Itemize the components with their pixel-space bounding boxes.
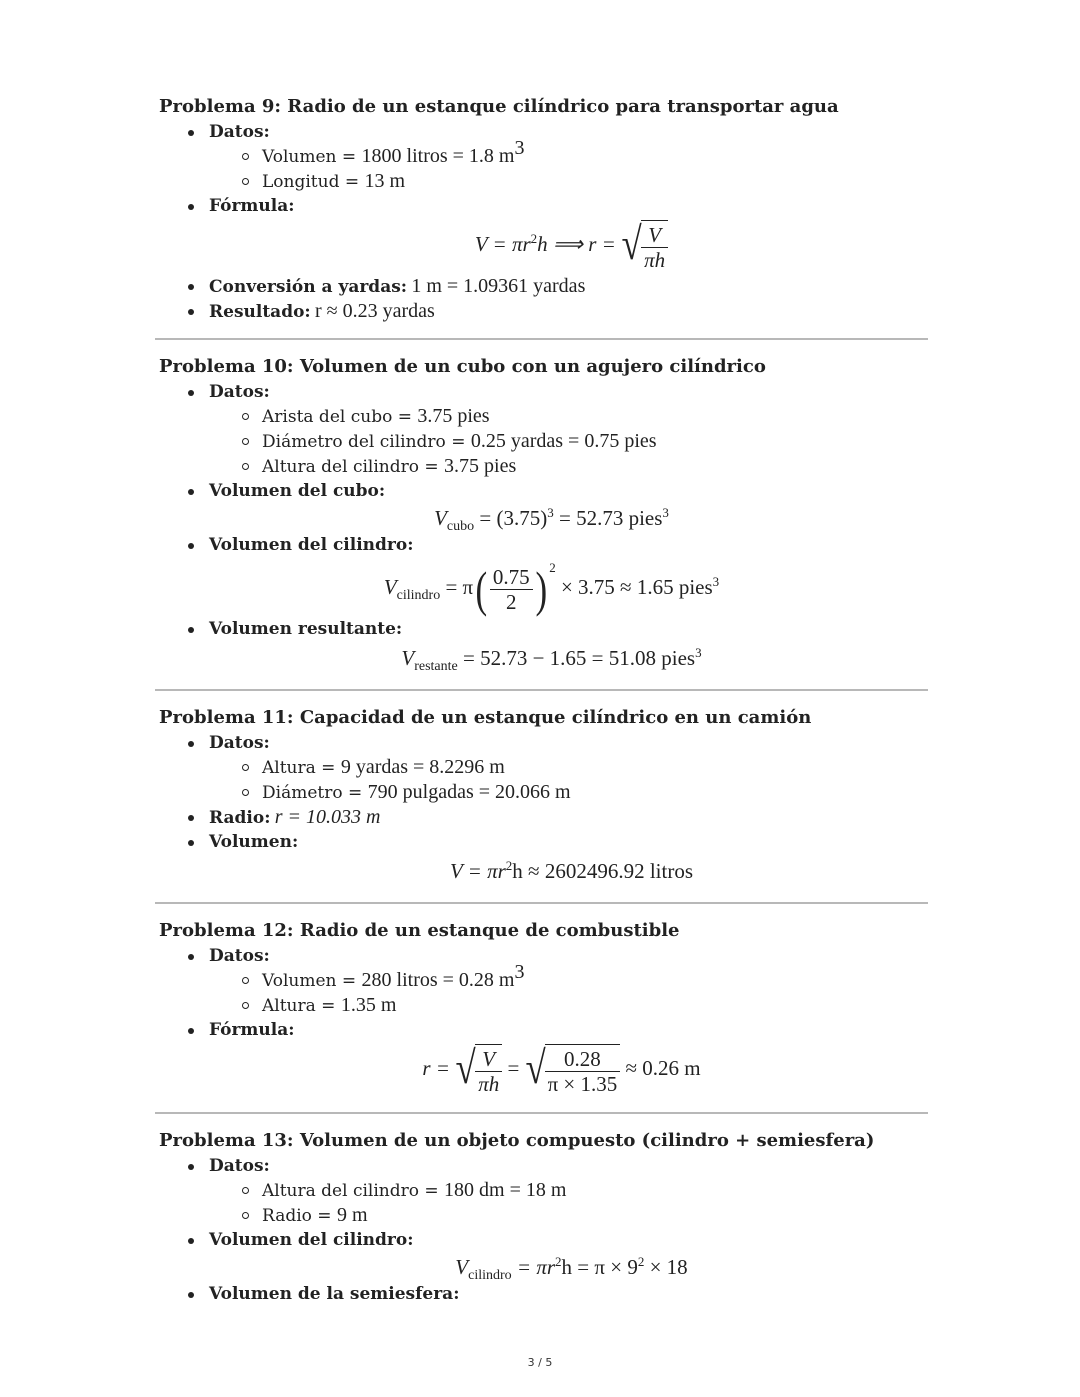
divider [155, 902, 928, 904]
problem-10: Problema 10: Volumen de un cubo con un agujero cilíndrico Datos: Arista del cubo = 3.75 pies Diámetro del cilindro = 0.25 yardas = 0.75 pies Altura del cilindro = 3.75 pies Volumen del cubo: $V_{cubo} = (3.75)^3 = 52.73$ pies$^3$ Volumen del cilindro: $V_{cilindro} = \pi$( $\frac{0.75}{2}$ ) $^2$ × 3.75 ≈ 1.65 pies$^3$ Volumen resultante: $V_{restante} = 52.73 - 1.65 = 51.08$ pies$^3$ [159, 354, 924, 675]
equation: $V = \pi r^2h$ ⟹ r = √ $\frac{V}{\pi h}$ [219, 218, 924, 274]
equation: $V_{cubo} = (3.75)^3 = 52.73$ pies$^3$ [434, 505, 669, 534]
divider [155, 689, 928, 691]
problem-title: Problema 12: Radio de un estanque de combustible [159, 920, 680, 941]
equation: $V_{cilindro} = \pi$( $\frac{0.75}{2}$ ) $^2$ × 3.75 ≈ 1.65 pies$^3$ [383, 560, 720, 618]
equation: $V_{cilindro} = \pi r^2h = \pi \times 9^2 \times 18$ [455, 1254, 688, 1283]
document-page [159, 94, 924, 1306]
divider [155, 338, 928, 340]
problem-11: Problema 11: Capacidad de un estanque cilíndrico en un camión Datos: Altura = 9 yardas = 8.2296 m Diámetro = 790 pulgadas = 20.066 m Radio: r = 10.033 m Volumen: $V = \pi r^2h \approx 2602496.92$ litros [159, 705, 924, 888]
problem-title: Problema 11: Capacidad de un estanque cilíndrico en un camión [159, 707, 812, 728]
equation: r = √ $\frac{V}{\pi h}$ = √ $\frac{0.28}{\pi \times 1.35}$ ≈ 0.26 m [199, 1042, 924, 1098]
page-number: 3 / 5 [527, 1356, 553, 1369]
problem-title: Problema 9: Radio de un estanque cilíndrico para transportar agua [159, 96, 839, 117]
equation: $V = \pi r^2h \approx 2602496.92$ litros [449, 858, 693, 883]
problem-title: Problema 10: Volumen de un cubo con un agujero cilíndrico [159, 356, 766, 377]
datos-label: Datos: [209, 122, 270, 142]
problem-13: Problema 13: Volumen de un objeto compuesto (cilindro + semiesfera) Datos: Altura del cilindro = 180 dm = 18 m Radio = 9 m Volumen del cilindro: $V_{cilindro} = \pi r^2h = \pi \times 9^2 \times 18$ Volumen de la semiesfera: [159, 1128, 924, 1306]
divider [155, 1112, 928, 1114]
problem-title: Problema 13: Volumen de un objeto compuesto (cilindro + semiesfera) [159, 1130, 875, 1151]
problem-12: Problema 12: Radio de un estanque de combustible Datos: Volumen = 280 litros = 0.28 $m^3$ Altura = 1.35 m Fórmula: r = √ $\frac{V}{\pi h}$ = √ $\frac{0.28}{\pi \times 1.35}$ ≈ 0.26 m [159, 918, 924, 1098]
problem-9: Problema 9: Radio de un estanque cilíndrico para transportar agua Datos: Volumen = 1800 litros = 1.8 $m^3$ Longitud = 13 m Fórmula: $V = \pi r^2h$ ⟹ r = √ $\frac{V}{\pi h}$ Conversión a yardas: 1 m = 1.09361 yardas Resultado: r ≈ 0.23 yardas [159, 94, 924, 324]
formula-label: Fórmula: [209, 196, 295, 216]
equation: $V_{restante} = 52.73 - 1.65 = 51.08$ pies$^3$ [401, 645, 702, 674]
